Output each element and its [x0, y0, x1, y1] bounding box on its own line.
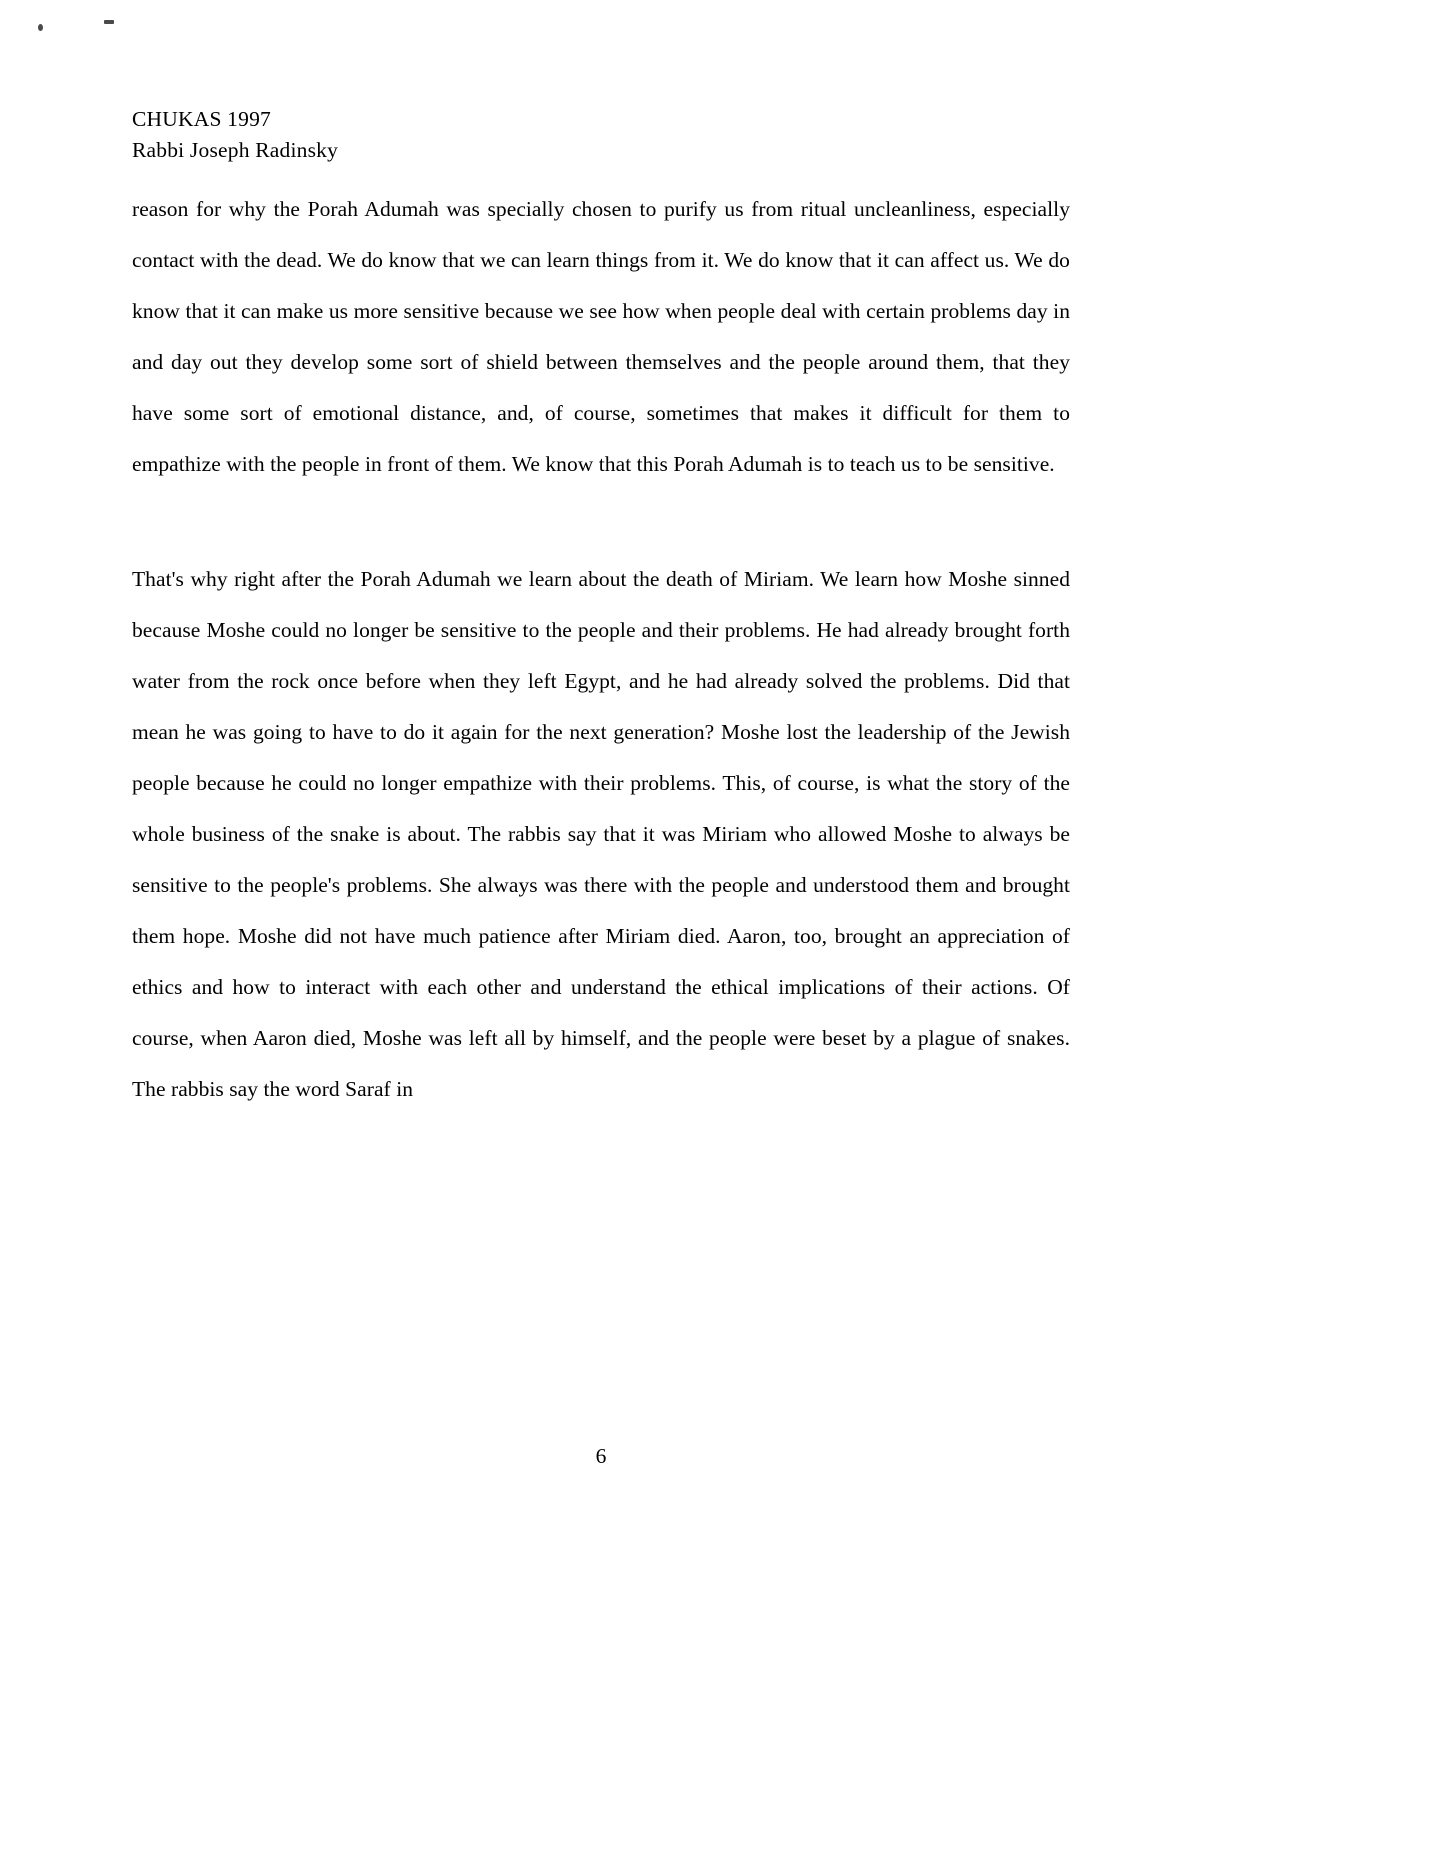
- page-content: [132, 104, 1070, 1468]
- document-header: [132, 104, 1070, 166]
- body-paragraph: That's why right after the Porah Adumah we learn about the death of Miriam. We learn how Moshe sinned because Moshe could no longer be sensitive to the people and their problems. He had already brought forth water from the rock once before when they left Egypt, and he had already solved the problems. Did that mean he was going to have to do it again for the next generation? Moshe lost the leadership of the Jewish people because he could no longer empathize with their problems. This, of course, is what the story of the whole business of the snake is about. The rabbis say that it was Miriam who allowed Moshe to always be sensitive to the people's problems. She always was there with the people and understood them and brought them hope. Moshe did not have much patience after Miriam died. Aaron, too, brought an appreciation of ethics and how to interact with each other and understand the ethical implications of their actions. Of course, when Aaron died, Moshe was left all by himself, and the people were beset by a plague of snakes. The rabbis say the word Saraf in: [132, 567, 1070, 1101]
- body-paragraph: reason for why the Porah Adumah was specially chosen to purify us from ritual uncleanliness, especially contact with the dead. We do know that we can learn things from it. We do know that it can affect us. We do know that it can make us more sensitive because we see how when people deal with certain problems day in and day out they develop some sort of shield between themselves and the people around them, that they have some sort of emotional distance, and, of course, sometimes that makes it difficult for them to empathize with the people in front of them. We know that this Porah Adumah is to teach us to be sensitive.: [132, 197, 1070, 476]
- scan-speck-icon: [38, 24, 43, 31]
- page-number: 6: [595, 1444, 607, 1468]
- scan-speck-icon: [104, 20, 114, 24]
- header-author-line: Rabbi Joseph Radinsky: [132, 138, 339, 162]
- header-title-line: CHUKAS 1997: [132, 107, 271, 131]
